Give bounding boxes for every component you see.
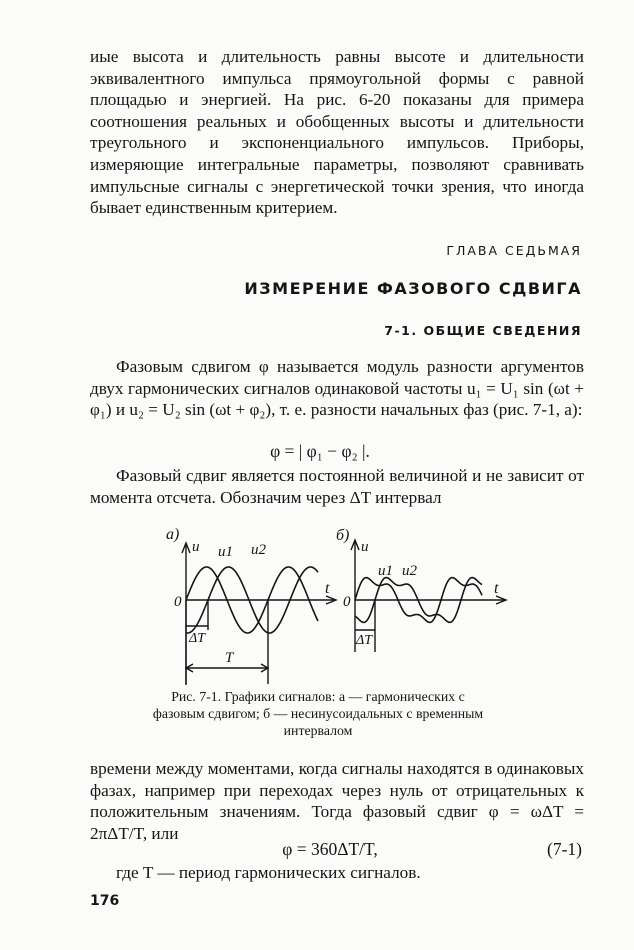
chapter-title: ИЗМЕРЕНИЕ ФАЗОВОГО СДВИГА bbox=[244, 279, 582, 298]
paragraph-intro: иые высота и длительность равны высоте и длительности эквивалентного импульса прямоугольной формы с равной площадью и энергией. На рис. 6-20 показаны для примера соотношения реальных и обобщенных высоты и длительности треугольного и экспоненциального импульсов. Приборы, измеряющие интегральные параметры, позволяют сравнивать импульсные сигналы с энергетической точки зрения, что иногда бывает единственным критерием. bbox=[90, 47, 584, 218]
figure-caption: Рис. 7-1. Графики сигналов: а — гармонических с фазовым сдвигом; б — несинусоидальных с временным интервалом bbox=[152, 689, 484, 738]
equation-7-1: φ = 360ΔT/T, bbox=[282, 839, 378, 859]
panel-b-label: б) bbox=[336, 527, 350, 544]
panel-a-u2-label: u2 bbox=[251, 542, 266, 558]
paragraph-definition: Фазовым сдвигом φ называется модуль разности аргументов двух гармонических сигналов одинаковой частоты u₁ = U₁ sin (ωt + φ₁) и u₂ = U₂ sin (ωt + φ₂), т. е. разности начальных фаз (рис. 7-1, а): bbox=[90, 357, 584, 420]
section-title: 7-1. ОБЩИЕ СВЕДЕНИЯ bbox=[384, 323, 582, 338]
panel-b-u2-label: u2 bbox=[402, 563, 417, 579]
panel-a-t-label: t bbox=[325, 580, 330, 597]
panel-a-label: а) bbox=[166, 526, 180, 543]
panel-b-t-label: t bbox=[494, 580, 499, 597]
paragraph-interval: времени между моментами, когда сигналы находятся в одинаковых фазах, например при переходах через нуль от отрицательных к положительным значениям. Тогда фазовый сдвиг φ = ωΔT = 2πΔT/T, или bbox=[90, 759, 584, 843]
panel-a-u1-label: u1 bbox=[218, 544, 233, 560]
equation-number: (7-1) bbox=[547, 839, 582, 859]
panel-b-dt-label: ΔT bbox=[356, 633, 373, 648]
panel-b-origin-label: 0 bbox=[343, 594, 351, 610]
panel-b-u-label: u bbox=[361, 539, 369, 555]
paragraph-period: где T — период гармонических сигналов. bbox=[116, 863, 421, 882]
page-number: 176 bbox=[90, 893, 120, 909]
chapter-label: ГЛАВА СЕДЬМАЯ bbox=[446, 243, 582, 258]
panel-b-u1-label: u1 bbox=[378, 563, 393, 579]
panel-a-origin-label: 0 bbox=[174, 594, 182, 610]
panel-a-period-label: T bbox=[225, 650, 234, 666]
paragraph-constant: Фазовый сдвиг является постоянной величиной и не зависит от момента отсчета. Обозначим через ΔT интервал bbox=[90, 466, 584, 507]
panel-a-u-label: u bbox=[192, 539, 200, 555]
equation-phase: φ = | φ₁ − φ₂ |. bbox=[270, 441, 370, 461]
panel-a-dt-label: ΔT bbox=[189, 631, 206, 646]
